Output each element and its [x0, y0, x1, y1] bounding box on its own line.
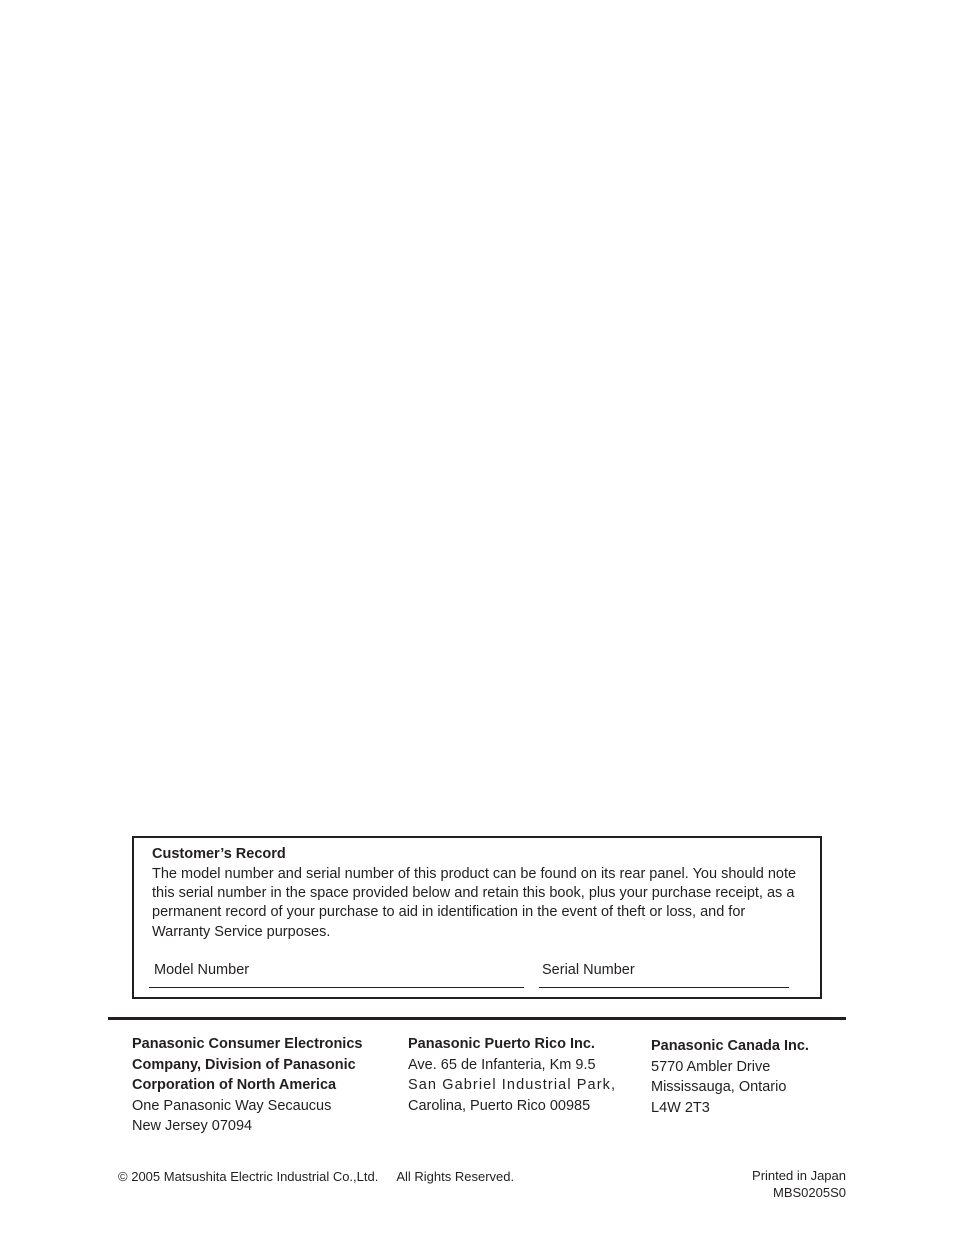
company-canada-name: Panasonic Canada Inc. [651, 1038, 809, 1054]
company-usa-name-line: Corporation of North America [132, 1077, 337, 1094]
company-usa-name-line: Company, Division of Panasonic [132, 1056, 356, 1073]
company-canada [651, 1036, 851, 1118]
printed-in-text: Printed in Japan [752, 1168, 846, 1183]
copyright-text: 2005 Matsushita Electric Industrial Co.,Ltd. [131, 1169, 379, 1184]
customers-record-box [132, 836, 822, 999]
company-usa-address-line: New Jersey 07094 [132, 1118, 253, 1135]
model-number-label: Model Number [154, 962, 250, 978]
divider-rule [108, 1017, 846, 1020]
company-usa-address-line: One Panasonic Way Secaucus [132, 1097, 332, 1114]
print-info [752, 1167, 846, 1201]
record-title: Customer’s Record [152, 846, 286, 862]
serial-number-label: Serial Number [542, 962, 635, 978]
record-body-text: The model number and serial number of this product can be found on its rear panel. You should note this serial number in the space provided below and retain this book, plus your purchase receipt, as a permanent record of your purchase to aid in identification in the event of theft or loss, and for Warranty Service purposes. [152, 866, 797, 940]
rights-text: All Rights Reserved. [396, 1169, 515, 1184]
company-canada-address-line: Mississauga, Ontario [651, 1079, 787, 1096]
document-code: MBS0205S0 [773, 1185, 846, 1200]
company-usa [132, 1034, 392, 1137]
company-canada-address-line: 5770 Ambler Drive [651, 1058, 771, 1075]
company-puerto-rico [408, 1034, 638, 1116]
company-puerto-rico-address-line: Ave. 65 de Infanteria, Km 9.5 [408, 1056, 596, 1073]
serial-number-field[interactable] [539, 987, 789, 988]
company-puerto-rico-address-line: Carolina, Puerto Rico 00985 [408, 1097, 591, 1114]
company-canada-address-line: L4W 2T3 [651, 1099, 710, 1116]
copyright-icon: © [118, 1169, 128, 1184]
company-puerto-rico-name: Panasonic Puerto Rico Inc. [408, 1036, 595, 1052]
model-number-field[interactable] [149, 987, 524, 988]
company-puerto-rico-address-line: San Gabriel Industrial Park, [408, 1077, 617, 1094]
copyright-line [118, 1169, 514, 1184]
company-usa-name-line: Panasonic Consumer Electronics [132, 1036, 363, 1052]
